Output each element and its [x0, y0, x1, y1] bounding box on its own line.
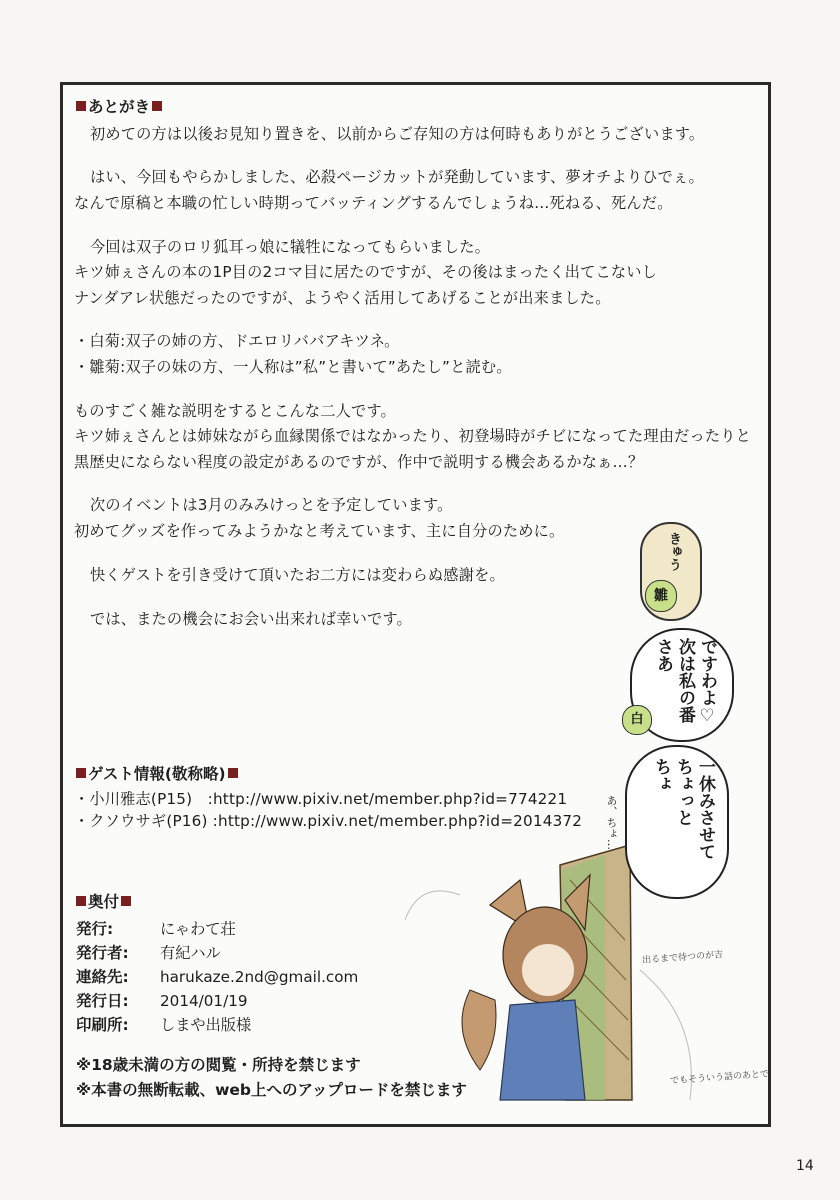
heading-marker — [152, 101, 162, 111]
handwritten-note: でもそういう話のあとで — [669, 1069, 770, 1087]
bubble-text-col: さあ — [653, 638, 673, 672]
afterword-heading-text: あとがき — [88, 98, 151, 116]
badge-shiragiku — [622, 705, 652, 735]
heading-marker — [76, 101, 86, 111]
afterword-line: 初めてグッズを作ってみようかなと考えています、主に自分のために。 — [74, 522, 565, 540]
notice-age: ※18歳未満の方の閲覧・所持を禁じます — [76, 1056, 361, 1074]
afterword-heading — [74, 98, 164, 116]
badge-hinagiku — [645, 580, 677, 612]
side-exclamation: あ、ちょ… — [605, 795, 618, 850]
afterword-line: なんで原稿と本職の忙しい時期ってバッティングするんでしょうね…死ねる、死んだ。 — [74, 194, 673, 212]
guest-heading — [74, 765, 240, 783]
heading-marker — [121, 896, 131, 906]
afterword-line: 次のイベントは3月のみみけっとを予定しています。 — [90, 496, 453, 514]
heading-marker — [228, 768, 238, 778]
colophon-label: 発行者: — [76, 944, 129, 962]
colophon-value: にゃわて荘 — [160, 920, 236, 938]
bubble-text-col: ですわよ♡ — [697, 638, 717, 726]
colophon-label: 印刷所: — [76, 1016, 129, 1034]
afterword-line: 今回は双子のロリ狐耳っ娘に犠牲になってもらいました。 — [90, 238, 491, 256]
badge-hinagiku-text: 雛 — [654, 588, 668, 604]
colophon-value: harukaze.2nd@gmail.com — [160, 968, 359, 986]
heading-marker — [76, 768, 86, 778]
badge-shiragiku-text: 白 — [630, 712, 644, 727]
afterword-line: ナンダアレ状態だったのですが、ようやく活用してあげることが出来ました。 — [74, 289, 611, 307]
afterword-line: 快くゲストを引き受けて頂いたお二方には変わらぬ感謝を。 — [90, 566, 505, 584]
afterword-line: では、またの機会にお会い出来れば幸いです。 — [90, 610, 412, 628]
heading-marker — [76, 896, 86, 906]
afterword-line: キツ姉ぇさんの本の1P目の2コマ目に居たのですが、その後はまったく出てこないし — [74, 263, 658, 281]
notice-reproduction: ※本書の無断転載、web上へのアップロードを禁じます — [76, 1081, 467, 1099]
colophon-heading — [74, 893, 133, 911]
guest-entry: ・クソウサギ(P16) :http://www.pixiv.net/member.php?id=2014372 — [74, 812, 583, 830]
bubble-text-col: 次は私の番 — [675, 638, 695, 723]
colophon-value: 有紀ハル — [160, 944, 221, 962]
colophon-label: 発行: — [76, 920, 114, 938]
colophon-value: 2014/01/19 — [160, 992, 248, 1010]
handwritten-note: 出るまで待つのが吉 — [641, 950, 724, 966]
bubble-text-col: 一休みさせて — [695, 758, 715, 860]
afterword-line: ・白菊:双子の姉の方、ドエロリババアキツネ。 — [74, 332, 400, 350]
colophon-label: 連絡先: — [76, 968, 129, 986]
bubble-text-col: ちょ — [651, 758, 671, 792]
afterword-line: キツ姉ぇさんとは姉妹ながら血縁関係ではなかったり、初登場時がチビになってた理由だったりと — [74, 427, 752, 445]
colophon-label: 発行日: — [76, 992, 129, 1010]
page-number: 14 — [796, 1158, 814, 1174]
guest-entry: ・小川雅志(P15) :http://www.pixiv.net/member.php?id=774221 — [74, 790, 568, 808]
afterword-line: ものすごく雑な説明をするとこんな二人です。 — [74, 402, 396, 420]
small-bubble-text: きゅう — [666, 532, 681, 571]
bubble-text-col: ちょっと — [673, 758, 693, 826]
afterword-line: 初めての方は以後お見知り置きを、以前からご存知の方は何時もありがとうございます。 — [90, 125, 705, 143]
illustration — [400, 500, 770, 1120]
guest-heading-text: ゲスト情報(敬称略) — [88, 765, 226, 783]
afterword-line: はい、今回もやらかしました、必殺ページカットが発動しています、夢オチよりひでぇ。 — [90, 168, 704, 186]
afterword-line: 黒歴史にならない程度の設定があるのですが、作中で説明する機会あるかなぁ…？ — [74, 453, 644, 471]
afterword-line: ・雛菊:双子の妹の方、一人称は”私”と書いて”あたし”と読む。 — [74, 358, 512, 376]
colophon-heading-text: 奥付 — [88, 893, 120, 911]
colophon-value: しまや出版様 — [160, 1016, 252, 1034]
